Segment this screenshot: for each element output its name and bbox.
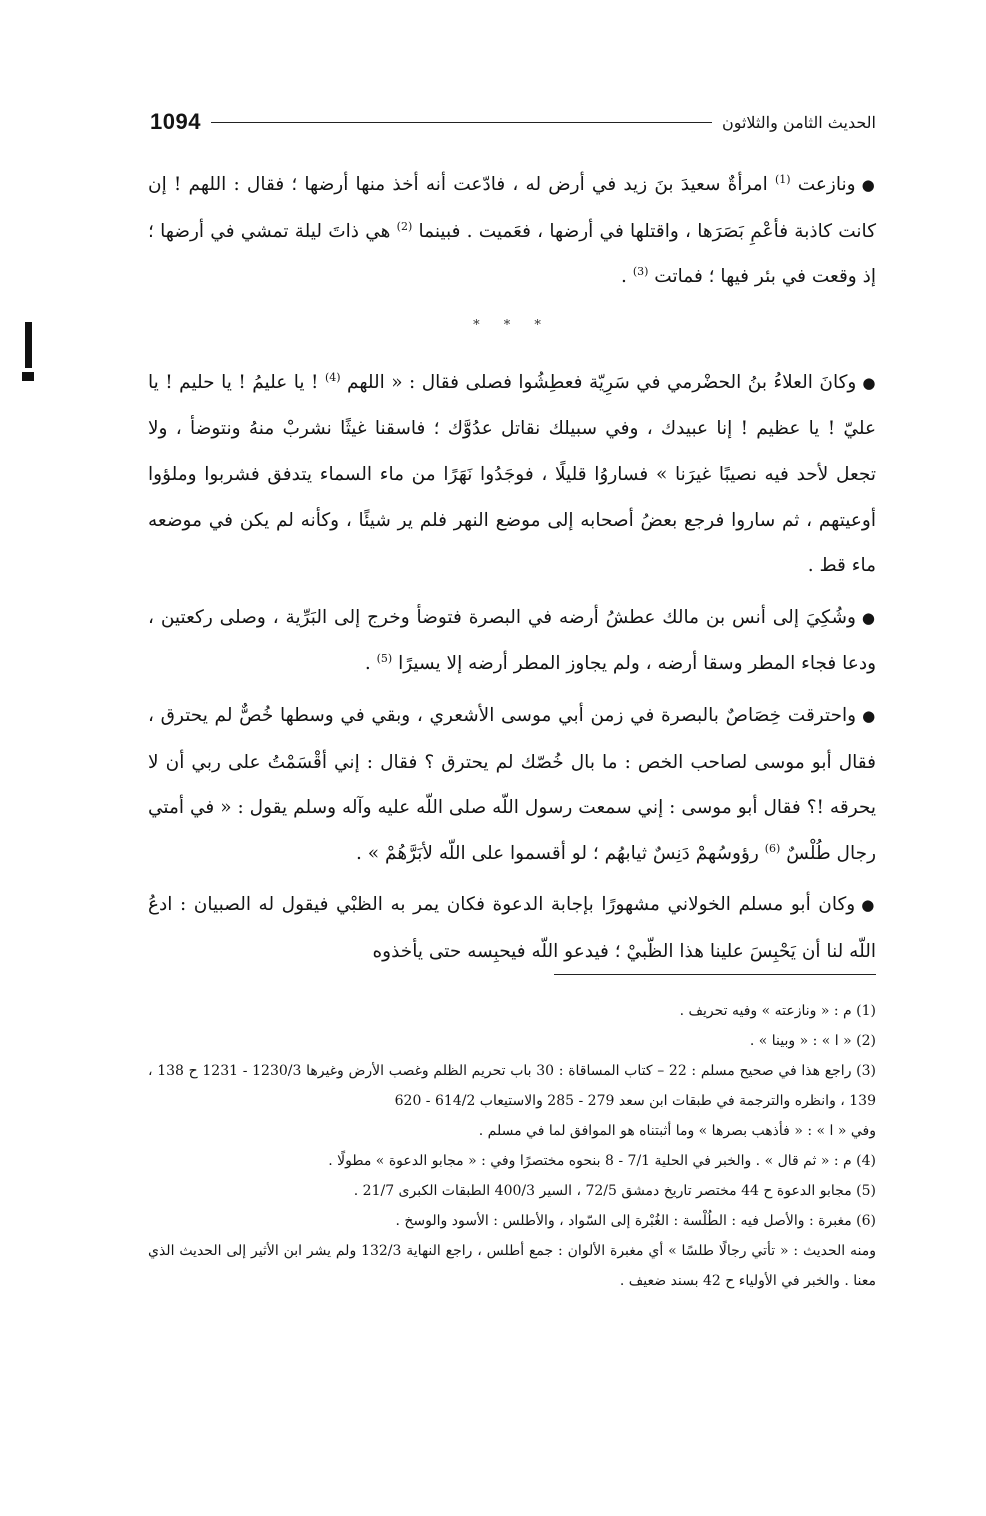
bullet-icon: ● xyxy=(861,896,876,915)
margin-bracket-mark xyxy=(22,322,34,384)
footnote-ref-4[interactable]: (4) xyxy=(324,370,341,384)
bullet-icon: ● xyxy=(862,706,876,725)
footnote-separator xyxy=(554,974,876,975)
paragraph-3: ●وشُكِيَ إلى أنس بن مالك عطشُ أرضه في البصرة فتوضأ وخرج إلى البَرِّية ، وصلى ركعتين ، ودعا فجاء المطر وسقا أرضه ، ولم يجاوز المطر أرضه إلا يسيرًا $^{(5)}$ . xyxy=(148,606,877,675)
footnote-3-continued: وفي « ا » : « فأذهب بصرها » وما أثبتناه هو الموافق لما في مسلم . xyxy=(478,1123,876,1139)
footnote-6-continued: ومنه الحديث : « تأتي رجالًا طلسًا » أي مغبرة الألوان : جمع أطلس ، راجع النهاية 132/3 ولم يشر ابن الأثير إلى الحديث الذي معنا . والخبر في الأولياء ح 42 بسند ضعيف . xyxy=(148,1243,876,1289)
page-number: 1094 xyxy=(150,109,201,134)
footnote-2: (2) « ا » : « وبينا » . xyxy=(749,1033,876,1049)
header-rule xyxy=(211,122,712,123)
bullet-icon: ● xyxy=(861,176,876,194)
footnote-3: (3) راجع هذا في صحيح مسلم : 22 – كتاب المساقاة : 30 باب تحريم الظلم وغصب الأرض وغيرها 1230/3 - 1231 ح 138 ، 139 ، وانظره والترجمة في طبقات ابن سعد 279 - 285 والاستيعاب 614/2 - 620 xyxy=(148,1063,877,1109)
page-header xyxy=(150,106,876,138)
footnote-6: (6) مغبرة : والأصل فيه : الطُلْسة : الغُبْرة إلى السّواد ، والأطلس : الأسود والوسخ . xyxy=(395,1213,876,1229)
footnote-5: (5) مجابو الدعوة ح 44 مختصر تاريخ دمشق 72/5 ، السير 400/3 الطبقات الكبرى 21/7 . xyxy=(353,1183,876,1199)
footnote-ref-5[interactable]: (5) xyxy=(376,652,393,666)
footnote-ref-3[interactable]: (3) xyxy=(632,265,649,279)
section-separator: * * * xyxy=(473,317,551,333)
footnote-ref-1[interactable]: (1) xyxy=(774,172,791,186)
bullet-icon: ● xyxy=(861,608,877,627)
running-title: الحديث الثامن والثلاثون xyxy=(721,112,876,132)
footnote-ref-6[interactable]: (6) xyxy=(764,841,781,855)
footnote-4: (4) م : « ثم قال » . والخبر في الحلية 7/1 - 8 بنحوه مختصرًا وفي : « مجابو الدعوة » مطولًا . xyxy=(328,1153,876,1169)
paragraph-1: ●ونازعت $^{(1)}$ امرأةٌ سعيدَ بنَ زيد في أرض له ، فادّعت أنه أخذ منها أرضها ؛ فقال : اللهم ! إن كانت كاذبة فأعْمِ بَصَرَها ، واقتلها في أرضها ، فعَميت . فبينما $^{(2)}$ هي ذاتَ ليلة تمشي في أرضها ؛ إذ وقعت في بئر فيها ؛ فماتت $^{(3)}$ . xyxy=(148,172,877,288)
paragraph-2: ●وكانَ العلاءُ بنُ الحضْرمي في سَرِيّة فعطِشُوا فصلى فقال : « اللهم $^{(4)}$ ! يا عليمُ ! يا حليم ! يا عليّ ! يا عظيم ! إنا عبيدك ، وفي سبيلك نقاتل عدُوَّك ؛ فاسقنا غيثًا نشربْ منهُ ونتوضأ ، ولا تجعل لأحد فيه نصيبًا غيرَنا » فساروُا قليلًا ، فوجَدُوا نَهَرًا من ماء السماء يتدفق فشربوا وملؤوا أوعيتهم ، ثم ساروا فرجع بعضُ أصحابه إلى موضع النهر فلم ير شيئًا ، وكأنه لم يكن في موضعه ماء قط . xyxy=(148,370,877,577)
footnote-ref-2[interactable]: (2) xyxy=(396,219,413,233)
footnote-1: (1) م : « ونازعته » وفيه تحريف . xyxy=(679,1003,876,1019)
main-text xyxy=(148,162,876,981)
footnotes xyxy=(148,996,876,1296)
paragraph-4: ●واحترقت خِصَاصٌ بالبصرة في زمن أبي موسى الأشعري ، وبقي في وسطها خُصٌّ لم يحترق ، فقال أبو موسى لصاحب الخص : ما بال خُصّك لم يحترق ؟ فقال : إني أقْسَمْتُ على ربي أن لا يحرقه !؟ فقال أبو موسى : إني سمعت رسول اللّه صلى اللّه عليه وآله وسلم يقول : « في أمتي رجال طُلْسٌ $^{(6)}$ رؤوسُهمْ دَنِسٌ ثيابهُم ؛ لو أقسموا على اللّه لأبَرَّهُمْ » . xyxy=(148,704,876,864)
bullet-icon: ● xyxy=(862,373,877,392)
paragraph-5: ●وكان أبو مسلم الخولاني مشهورًا بإجابة الدعوة فكان يمر به الظبْي فيقول له الصبيان : ادعُ اللّه لنا أن يَحْبِسَ علينا هذا الظّبيْ ؛ فيدعو اللّه فيحبِسه حتى يأخذوه xyxy=(148,894,876,962)
